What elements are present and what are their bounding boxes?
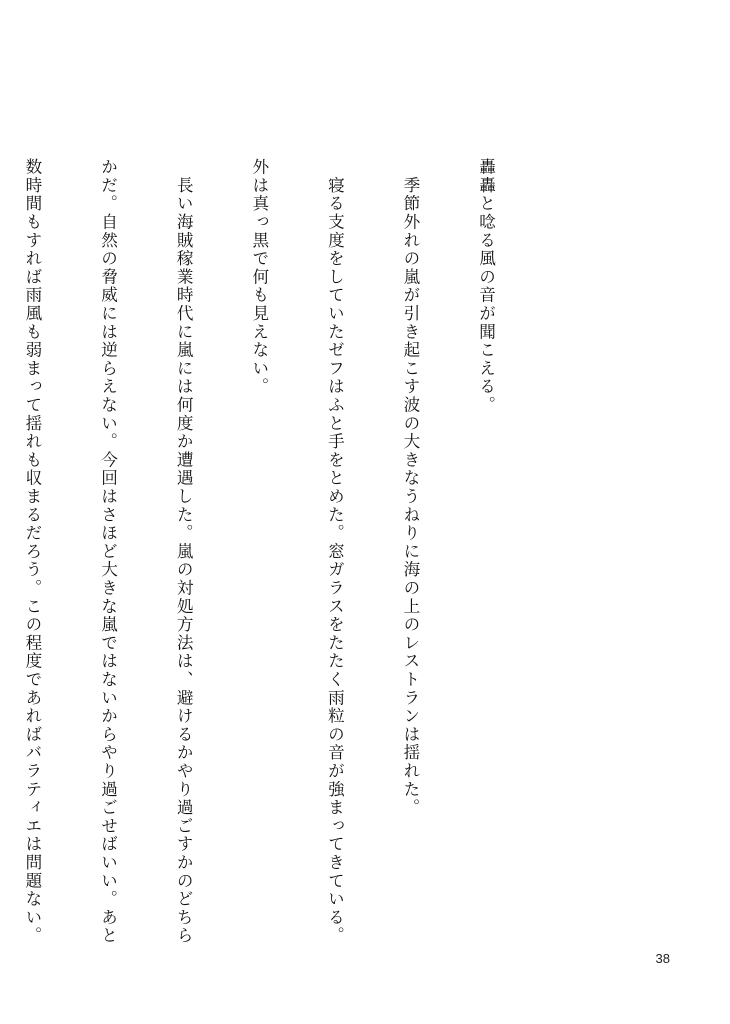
vertical-text-block: [22, 158, 549, 945]
text-line: 季節外れの嵐が引き起こす波の大きなうねりに海の上のレストランは揺れた。: [400, 158, 420, 817]
text-line: 轟轟と唸る風の音が聞こえる。: [476, 158, 496, 415]
page-number: 38: [655, 951, 670, 966]
text-line: かだ。自然の脅威には逆らえない。今回はさほど大きな嵐ではないからやり過ごせばいい。あと: [98, 158, 118, 945]
text-line: 寝る支度をしていたゼフはふと手をとめた。窓ガラスをたたく雨粒の音が強まってきている。: [325, 158, 345, 945]
text-line: 数時間もすれば雨風も弱まって揺れも収まるだろう。この程度であればバラティエは問題ない。: [22, 158, 42, 945]
text-line: 長い海賊稼業時代に嵐には何度か遭遇した。嵐の対処方法は、避けるかやり過ごすかのどちら: [174, 158, 194, 945]
text-line: 外は真っ黒で何も見えない。: [249, 158, 269, 396]
